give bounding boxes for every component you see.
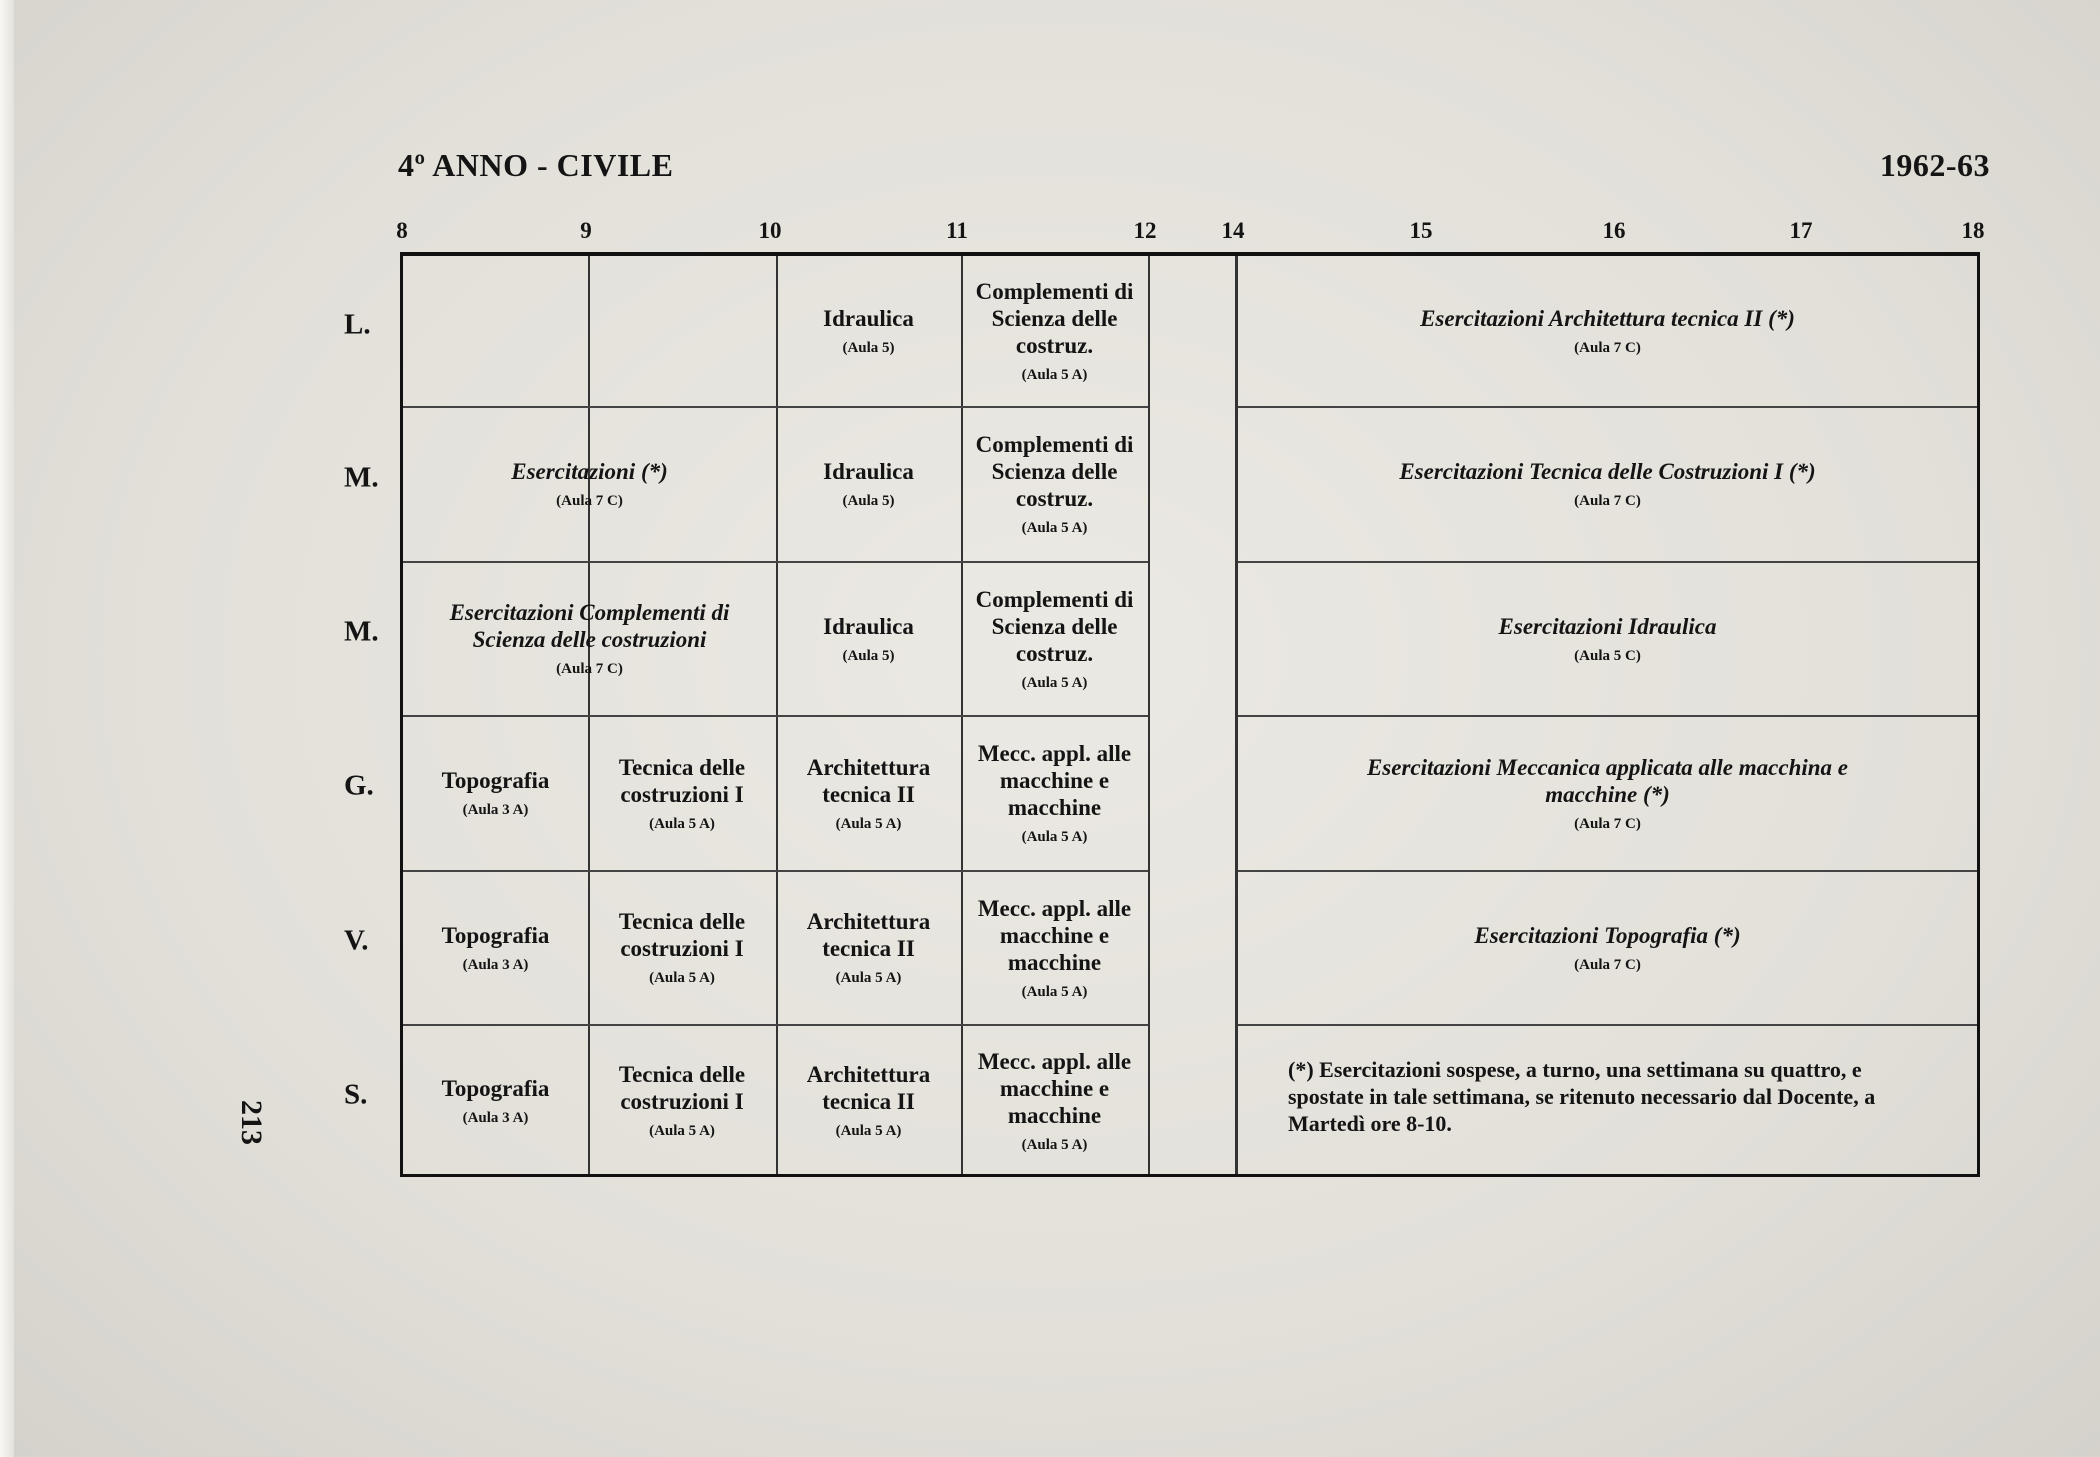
subject: Tecnica delle costruzioni I xyxy=(618,754,746,807)
timetable-cell xyxy=(776,1026,961,1176)
subject: Tecnica delle costruzioni I xyxy=(618,1062,746,1114)
subject: Mecc. appl. alle macchine e macchine xyxy=(977,895,1132,975)
room: (Aula 5 A) xyxy=(1021,366,1088,383)
hour-label: 16 xyxy=(1602,218,1626,243)
room: (Aula 5) xyxy=(842,339,895,356)
subject: Architettura tecnica II xyxy=(806,909,931,961)
grid-line xyxy=(1148,256,1150,1174)
academic-year: 1962-63 xyxy=(1879,147,1990,183)
subject: Tecnica delle costruzioni I xyxy=(618,909,746,961)
timetable-cell xyxy=(403,872,588,1024)
subject: Topografia xyxy=(441,1075,550,1101)
hour-label: 9 xyxy=(580,218,592,243)
timetable-cell xyxy=(403,1026,588,1176)
hour-label: 12 xyxy=(1133,218,1157,243)
room: (Aula 5 C) xyxy=(1574,647,1641,664)
afternoon-cell xyxy=(1238,408,1977,561)
room: (Aula 7 C) xyxy=(1574,956,1641,973)
subject: Complementi di Scienza delle costruz. xyxy=(975,278,1134,358)
subject: Idraulica xyxy=(823,459,914,484)
room: (Aula 7 C) xyxy=(1574,339,1641,356)
timetable-cell xyxy=(961,1026,1148,1176)
timetable-cell xyxy=(403,563,776,715)
subject: Esercitazioni (*) xyxy=(511,459,668,484)
day-label: L. xyxy=(344,308,371,341)
room: (Aula 7 C) xyxy=(556,661,623,677)
timetable-cell xyxy=(961,563,1148,715)
room: (Aula 5 A) xyxy=(649,970,715,986)
page-edge xyxy=(0,0,14,1457)
hour-label: 10 xyxy=(758,218,782,243)
timetable-cell xyxy=(588,717,776,870)
afternoon-cell xyxy=(1238,563,1977,715)
hour-label: 11 xyxy=(946,218,968,243)
room: (Aula 7 C) xyxy=(556,493,623,509)
afternoon-cell xyxy=(1238,256,1977,406)
timetable-cell xyxy=(776,872,961,1024)
subject: Architettura tecnica II xyxy=(806,1062,931,1114)
day-label: M. xyxy=(344,461,379,494)
room: (Aula 5) xyxy=(842,647,895,664)
room: (Aula 5 A) xyxy=(649,1123,715,1139)
subject: Esercitazioni Tecnica delle Costruzioni I (*) xyxy=(1399,459,1816,484)
timetable-cell xyxy=(403,408,776,561)
day-label: M. xyxy=(344,615,379,648)
room: (Aula 5 A) xyxy=(835,970,902,986)
footnote: (*) Esercitazioni sospese, a turno, una settimana su quattro, e spostate in tale settimana, se ritenuto necessario dal Docente, a Martedì ore 8-10. xyxy=(1288,1057,1876,1136)
room: (Aula 3 A) xyxy=(462,956,529,973)
timetable-cell xyxy=(403,717,588,870)
page-title: 4º ANNO - CIVILE xyxy=(398,147,674,183)
subject: Mecc. appl. alle macchine e macchine xyxy=(977,741,1132,820)
room: (Aula 5) xyxy=(842,493,895,509)
room: (Aula 5 A) xyxy=(835,815,902,832)
hour-label: 14 xyxy=(1221,218,1245,243)
timetable-cell xyxy=(961,256,1148,406)
subject: Complementi di Scienza delle costruz. xyxy=(975,432,1134,511)
room: (Aula 3 A) xyxy=(462,1109,529,1126)
subject: Esercitazioni Architettura tecnica II (*) xyxy=(1420,305,1795,331)
subject: Architettura tecnica II xyxy=(806,754,931,807)
subject: Idraulica xyxy=(823,305,914,331)
subject: Esercitazioni Meccanica applicata alle macchina e macchine (*) xyxy=(1366,754,1849,807)
timetable-cell xyxy=(776,717,961,870)
room: (Aula 5 A) xyxy=(835,1123,902,1139)
subject: Mecc. appl. alle macchine e macchine xyxy=(977,1048,1132,1128)
hour-label: 18 xyxy=(1961,218,1985,243)
room: (Aula 5 A) xyxy=(1021,983,1088,1000)
timetable-cell xyxy=(961,872,1148,1024)
room: (Aula 3 A) xyxy=(462,802,529,818)
timetable-cell xyxy=(776,256,961,406)
hour-label: 15 xyxy=(1409,218,1433,243)
timetable-cell xyxy=(588,872,776,1024)
afternoon-cell xyxy=(1238,872,1977,1024)
timetable-cell xyxy=(588,1026,776,1176)
subject: Esercitazioni Idraulica xyxy=(1498,613,1717,639)
day-label: V. xyxy=(344,924,369,957)
room: (Aula 5 A) xyxy=(1021,674,1088,691)
subject: Idraulica xyxy=(823,613,914,639)
room: (Aula 7 C) xyxy=(1574,493,1641,509)
subject: Esercitazioni Complementi di Scienza delle costruzioni xyxy=(449,600,730,652)
room: (Aula 5 A) xyxy=(1021,520,1088,536)
subject: Esercitazioni Topografia (*) xyxy=(1474,922,1741,948)
page-number: 213 xyxy=(235,1100,268,1145)
timetable-cell xyxy=(961,717,1148,870)
timetable-cell xyxy=(776,408,961,561)
hour-label: 8 xyxy=(396,218,408,243)
timetable-grid xyxy=(400,252,1980,1177)
subject: Topografia xyxy=(441,922,550,948)
room: (Aula 5 A) xyxy=(1021,1136,1088,1153)
afternoon-cell xyxy=(1238,717,1977,870)
room: (Aula 5 A) xyxy=(649,815,715,832)
hour-label: 17 xyxy=(1789,218,1813,243)
day-label: S. xyxy=(344,1078,368,1111)
room: (Aula 5 A) xyxy=(1021,829,1088,845)
day-label: G. xyxy=(344,769,374,802)
timetable-cell xyxy=(961,408,1148,561)
room: (Aula 7 C) xyxy=(1574,815,1641,832)
subject: Topografia xyxy=(441,768,550,793)
subject: Complementi di Scienza delle costruz. xyxy=(975,586,1134,666)
timetable-cell xyxy=(776,563,961,715)
grid-line xyxy=(1238,1024,1977,1026)
